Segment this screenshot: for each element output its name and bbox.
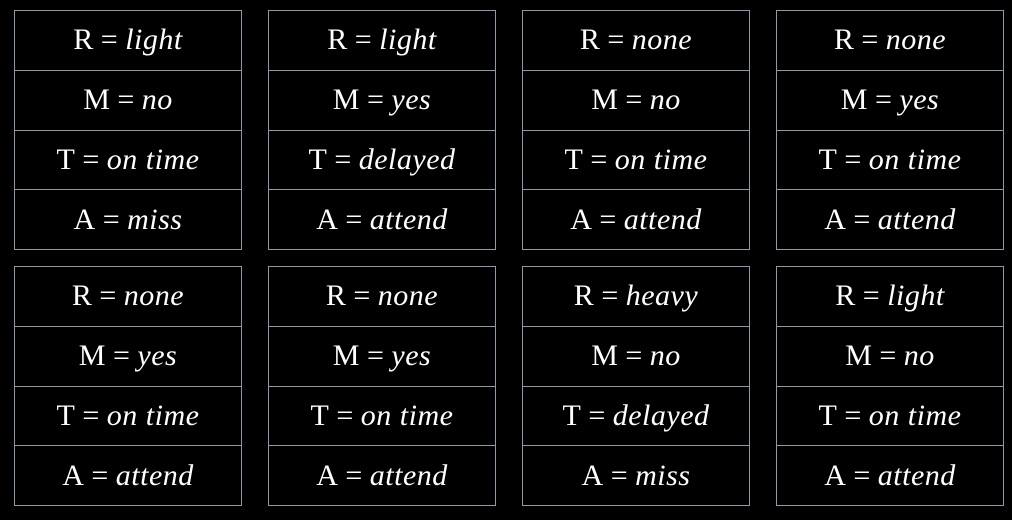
equals-sign: = (99, 279, 117, 313)
example-card (522, 10, 750, 250)
equals-sign: = (353, 279, 371, 313)
attribute-value-rain: none (377, 279, 439, 313)
attribute-value-transport: delayed (358, 142, 456, 176)
attribute-key-transport: T (308, 142, 328, 176)
attribute-row-transport (15, 131, 241, 191)
attribute-key-rain: R (833, 23, 855, 57)
attribute-key-attendance: A (73, 202, 96, 236)
attribute-value-rain: light (887, 279, 945, 313)
attribute-value-attendance: miss (635, 458, 691, 492)
attribute-row-transport (777, 387, 1003, 447)
attribute-key-mood: M (332, 339, 360, 373)
attribute-row-transport (269, 387, 495, 447)
example-card (268, 266, 496, 506)
example-card (522, 266, 750, 506)
attribute-row-mood (15, 327, 241, 387)
attribute-value-rain: none (631, 23, 693, 57)
attribute-row-rain (777, 11, 1003, 71)
attribute-key-transport: T (818, 142, 838, 176)
attribute-row-rain (15, 11, 241, 71)
attribute-key-mood: M (332, 83, 360, 117)
attribute-row-attendance (269, 190, 495, 249)
attribute-row-attendance (15, 446, 241, 505)
equals-sign: = (91, 458, 109, 492)
attribute-value-mood: yes (391, 83, 432, 117)
equals-sign: = (590, 142, 608, 176)
attribute-value-mood: no (649, 83, 681, 117)
equals-sign: = (112, 339, 131, 373)
attribute-value-transport: on time (106, 142, 200, 176)
attribute-value-rain: none (123, 279, 185, 313)
attribute-row-mood (777, 327, 1003, 387)
attribute-key-rain: R (327, 23, 348, 57)
attribute-value-rain: none (885, 23, 947, 57)
equals-sign: = (336, 398, 354, 432)
attribute-key-mood: M (78, 339, 106, 373)
attribute-key-attendance: A (316, 458, 339, 492)
attribute-row-attendance (777, 446, 1003, 505)
attribute-value-attendance: miss (127, 202, 183, 236)
attribute-key-mood: M (591, 83, 619, 117)
attribute-value-transport: on time (106, 398, 200, 432)
equals-sign: = (102, 202, 121, 236)
attribute-value-mood: no (649, 339, 681, 373)
attribute-row-transport (523, 131, 749, 191)
attribute-key-transport: T (56, 142, 76, 176)
attribute-key-rain: R (71, 279, 93, 313)
attribute-row-mood (269, 71, 495, 131)
attribute-key-rain: R (573, 279, 595, 313)
equals-sign: = (610, 458, 629, 492)
attribute-row-mood (523, 71, 749, 131)
attribute-row-rain (269, 267, 495, 327)
equals-sign: = (874, 83, 893, 117)
equals-sign: = (601, 279, 619, 313)
attribute-value-rain: heavy (625, 279, 699, 313)
attribute-key-transport: T (818, 398, 838, 432)
attribute-row-rain (523, 267, 749, 327)
attribute-value-mood: no (141, 83, 173, 117)
equals-sign: = (354, 23, 373, 57)
attribute-value-attendance: attend (369, 458, 448, 492)
attribute-key-transport: T (562, 398, 582, 432)
equals-sign: = (117, 83, 135, 117)
attribute-key-transport: T (310, 398, 330, 432)
attribute-value-mood: yes (899, 83, 940, 117)
attribute-key-attendance: A (570, 202, 593, 236)
attribute-value-transport: on time (868, 142, 962, 176)
equals-sign: = (345, 202, 363, 236)
equals-sign: = (844, 398, 862, 432)
equals-sign: = (625, 339, 643, 373)
attribute-value-transport: delayed (612, 398, 710, 432)
attribute-key-mood: M (845, 339, 873, 373)
attribute-row-transport (269, 131, 495, 191)
equals-sign: = (366, 83, 385, 117)
equals-sign: = (853, 202, 871, 236)
attribute-row-mood (777, 71, 1003, 131)
equals-sign: = (334, 142, 352, 176)
equals-sign: = (345, 458, 363, 492)
attribute-row-rain (15, 267, 241, 327)
attribute-key-mood: M (840, 83, 868, 117)
attribute-key-rain: R (73, 23, 94, 57)
equals-sign: = (862, 279, 881, 313)
attribute-row-rain (777, 267, 1003, 327)
attribute-value-mood: yes (137, 339, 178, 373)
attribute-key-attendance: A (62, 458, 85, 492)
attribute-key-transport: T (564, 142, 584, 176)
attribute-value-attendance: attend (877, 202, 956, 236)
equals-sign: = (100, 23, 119, 57)
attribute-row-transport (777, 131, 1003, 191)
equals-sign: = (625, 83, 643, 117)
equals-sign: = (82, 142, 100, 176)
attribute-value-attendance: attend (877, 458, 956, 492)
attribute-key-rain: R (325, 279, 347, 313)
equals-sign: = (844, 142, 862, 176)
attribute-key-rain: R (579, 23, 601, 57)
attribute-key-attendance: A (824, 202, 847, 236)
example-card (776, 266, 1004, 506)
attribute-key-attendance: A (581, 458, 604, 492)
attribute-row-attendance (269, 446, 495, 505)
attribute-key-rain: R (835, 279, 856, 313)
attribute-row-mood (15, 71, 241, 131)
equals-sign: = (82, 398, 100, 432)
attribute-value-transport: on time (614, 142, 708, 176)
attribute-row-mood (523, 327, 749, 387)
example-card (268, 10, 496, 250)
equals-sign: = (861, 23, 879, 57)
equals-sign: = (853, 458, 871, 492)
attribute-key-mood: M (83, 83, 111, 117)
attribute-value-mood: yes (391, 339, 432, 373)
equals-sign: = (588, 398, 606, 432)
example-card (14, 10, 242, 250)
attribute-key-attendance: A (824, 458, 847, 492)
attribute-row-rain (523, 11, 749, 71)
attribute-value-transport: on time (360, 398, 454, 432)
attribute-value-transport: on time (868, 398, 962, 432)
equals-sign: = (879, 339, 897, 373)
attribute-value-attendance: attend (115, 458, 194, 492)
attribute-value-rain: light (125, 23, 183, 57)
attribute-row-attendance (15, 190, 241, 249)
example-card (14, 266, 242, 506)
equals-sign: = (599, 202, 617, 236)
attribute-value-rain: light (379, 23, 437, 57)
attribute-row-attendance (777, 190, 1003, 249)
attribute-row-attendance (523, 190, 749, 249)
attribute-row-rain (269, 11, 495, 71)
attribute-value-mood: no (903, 339, 935, 373)
attribute-value-attendance: attend (623, 202, 702, 236)
attribute-key-transport: T (56, 398, 76, 432)
example-card (776, 10, 1004, 250)
attribute-row-transport (523, 387, 749, 447)
equals-sign: = (366, 339, 385, 373)
attribute-value-attendance: attend (369, 202, 448, 236)
equals-sign: = (607, 23, 625, 57)
attribute-row-attendance (523, 446, 749, 505)
attribute-key-mood: M (591, 339, 619, 373)
attribute-key-attendance: A (316, 202, 339, 236)
attribute-row-transport (15, 387, 241, 447)
attribute-row-mood (269, 327, 495, 387)
